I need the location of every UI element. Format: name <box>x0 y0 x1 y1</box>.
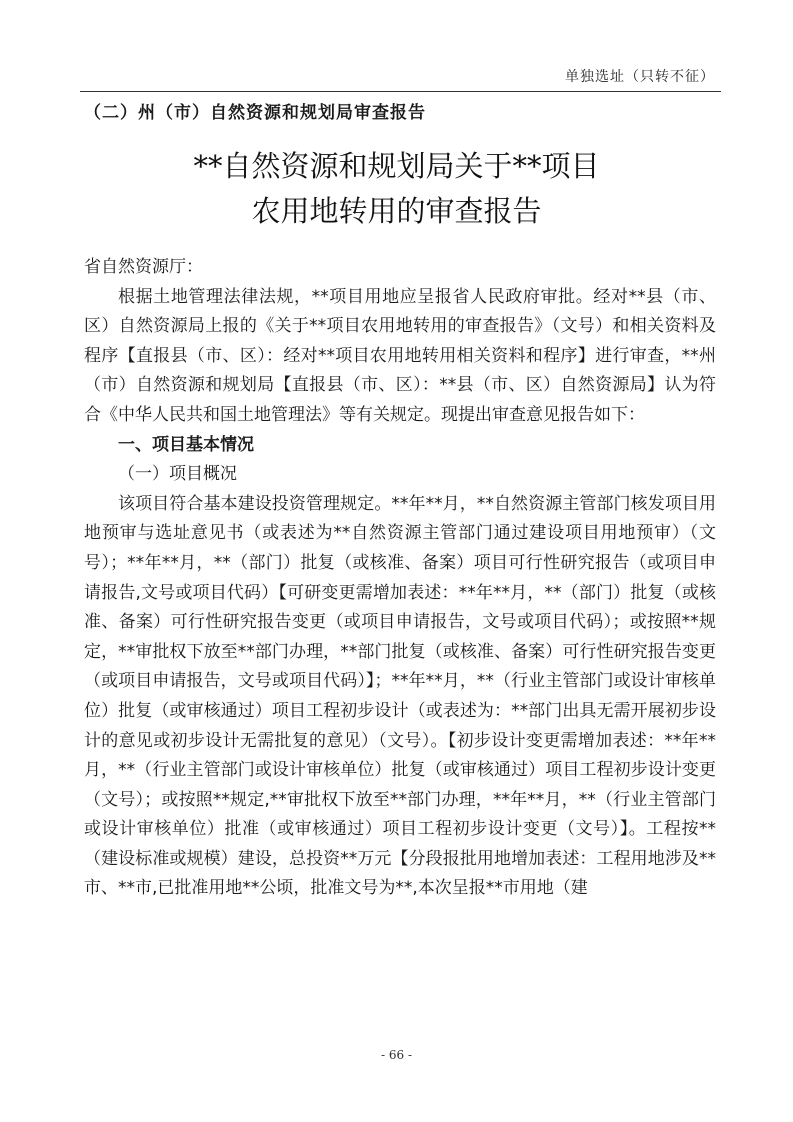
section-heading: （二）州（市）自然资源和规划局审查报告 <box>84 103 426 123</box>
intro-paragraph: 根据土地管理法律法规，**项目用地应呈报省人民政府审批。经对**县（市、区）自然资源局上报的《关于**项目农用地转用的审查报告》（文号）和相关资料及程序【直报县（市、区）：经对**项目农用地转用相关资料和程序】进行审查，**州（市）自然资源和规划局【直报县（市、区）：**县（市、区）自然资源局】认为符合《中华人民共和国土地管理法》等有关规定。现提出审查意见报告如下： <box>84 286 716 425</box>
document-title-line-1: **自然资源和规划局关于**项目 <box>193 149 600 183</box>
running-header: 单独选址（只转不征） <box>565 69 715 85</box>
document-title-line-2: 农用地转用的审查报告 <box>251 194 542 228</box>
section-1-heading: 一、项目基本情况 <box>118 434 254 455</box>
document-body <box>84 253 716 904</box>
header-divider <box>80 91 721 92</box>
salutation: 省自然资源厅： <box>84 257 203 277</box>
overview-paragraph: 该项目符合基本建设投资管理规定。**年**月，**自然资源主管部门核发项目用地预审与选址意见书（或表述为**自然资源主管部门通过建设项目用地预审）（文号）；**年**月，**（部门）批复（或核准、备案）项目可行性研究报告（或项目申请报告,文号或项目代码）【可研变更需增加表述：**年**月，**（部门）批复（或核准、备案）可行性研究报告变更（或项目申请报告，文号或项目代码）；或按照**规定，**审批权下放至**部门办理，**部门批复（或核准、备案）可行性研究报告变更（或项目申请报告，文号或项目代码）】；**年**月，**（行业主管部门或设计审核单位）批复（或审核通过）项目工程初步设计（或表述为：**部门出具无需开展初步设计的意见或初步设计无需批复的意见）（文号）。【初步设计变更需增加表述：**年**月，**（行业主管部门或设计审核单位）批复（或审核通过）项目工程初步设计变更（文号）；或按照**规定,**审批权下放至**部门办理，**年**月，**（行业主管部门或设计审核单位）批准（或审核通过）项目工程初步设计变更（文号）】。工程按**（建设标准或规模）建设，总投资**万元【分段报批用地增加表述：工程用地涉及**市、**市,已批准用地**公顷，批准文号为**,本次呈报**市用地（建 <box>84 493 716 899</box>
page-number: - 66 - <box>380 1048 412 1062</box>
subsection-1-heading: （一）项目概况 <box>118 464 237 485</box>
